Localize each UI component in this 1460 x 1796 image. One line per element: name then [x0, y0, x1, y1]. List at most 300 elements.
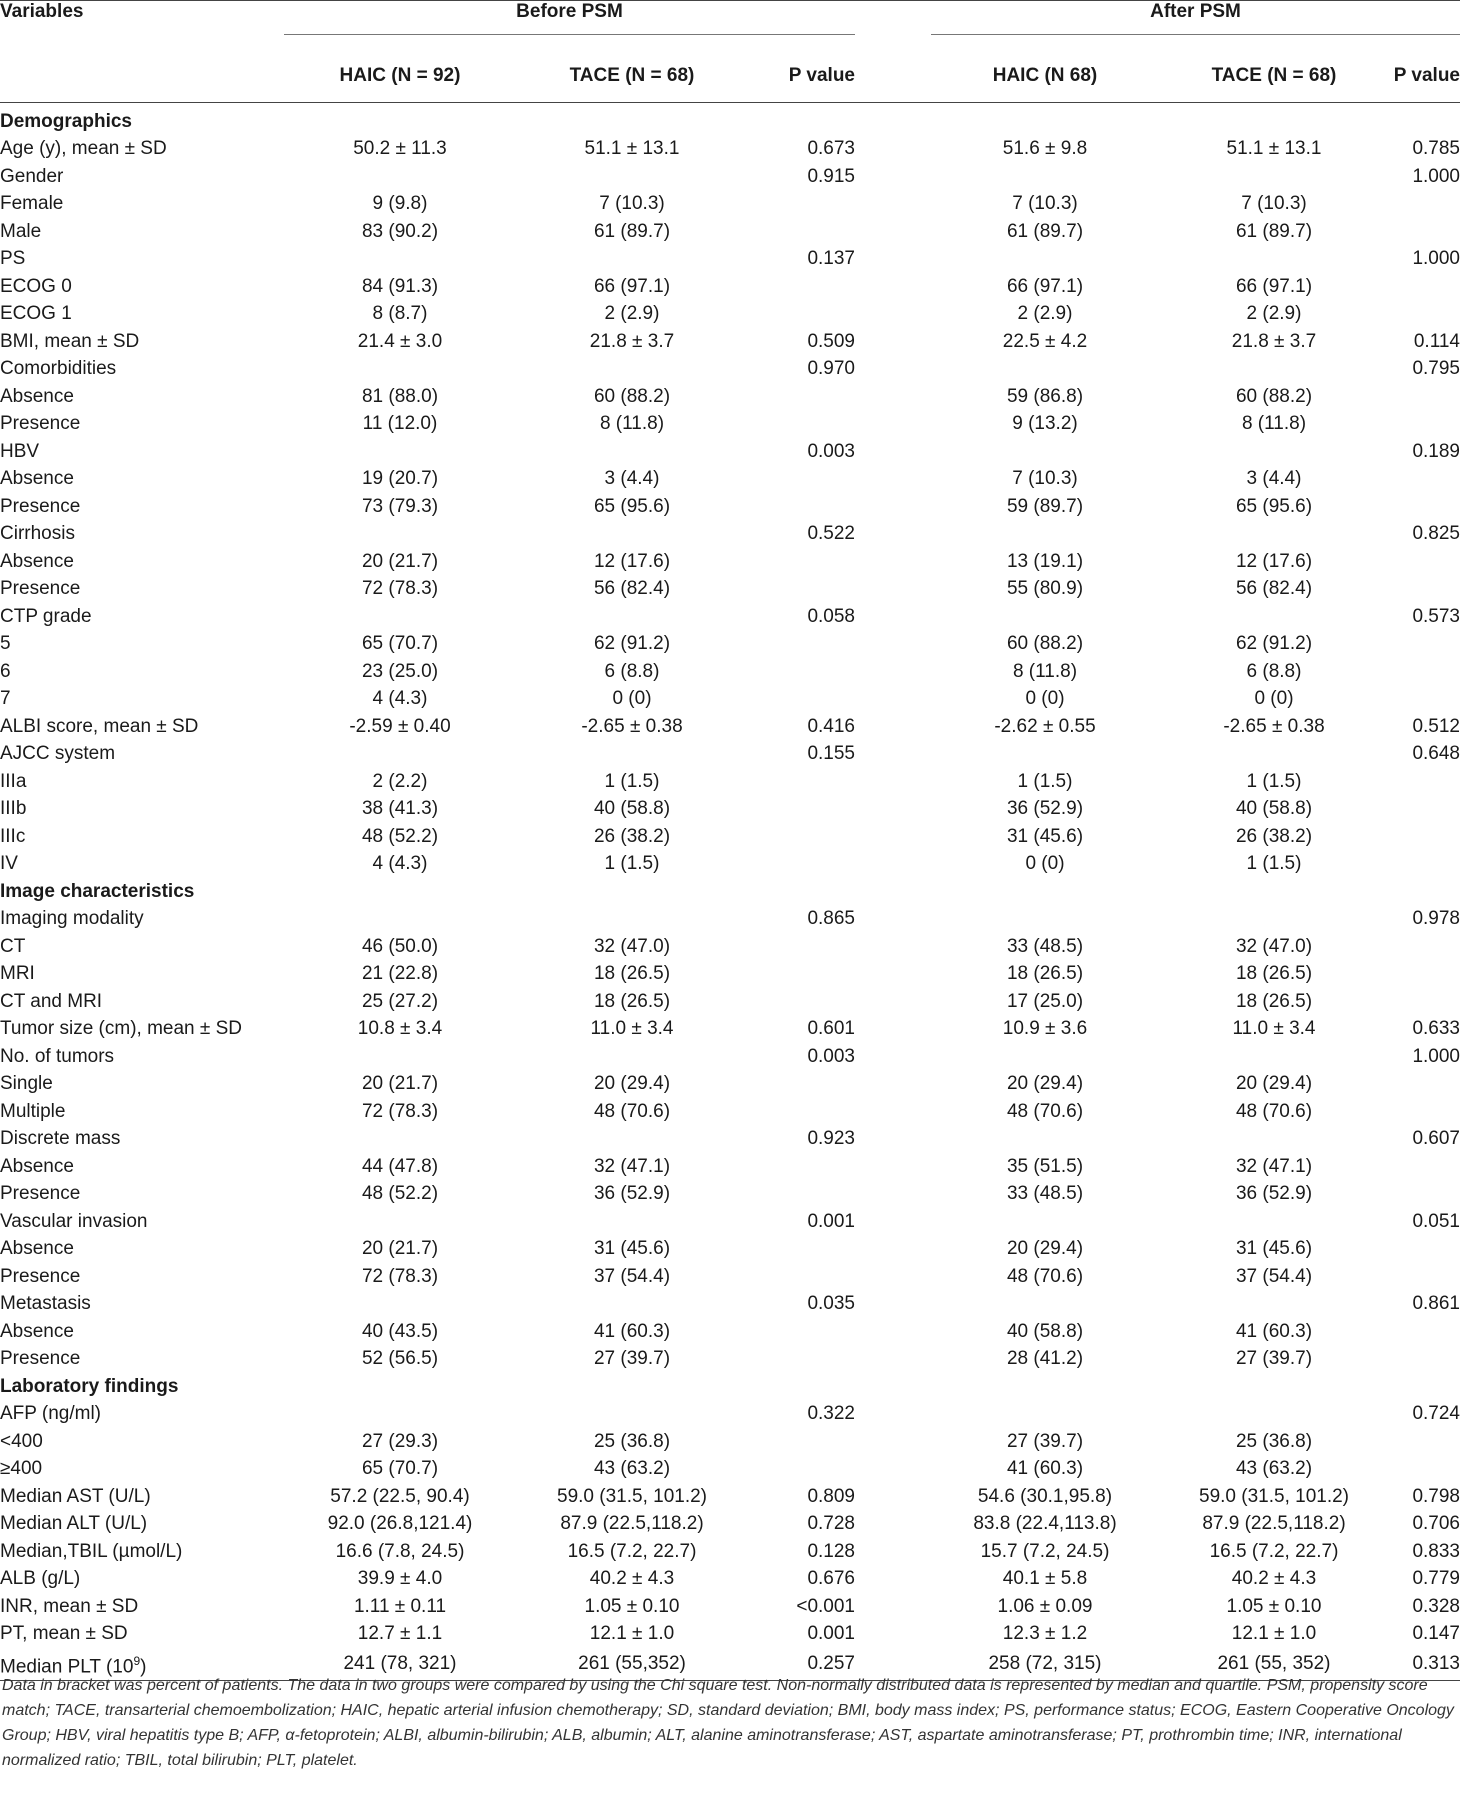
cell-p-after — [1389, 1345, 1460, 1373]
cell-haic-before: 4 (4.3) — [372, 688, 428, 709]
cell-haic-after: 83.8 (22.4,113.8) — [973, 1513, 1117, 1534]
cell-p-after: 0.825 — [1412, 523, 1460, 544]
cell-tace-before — [516, 603, 748, 631]
cell-tace-after — [1159, 520, 1389, 548]
cell-p-before: 0.970 — [807, 358, 855, 379]
cell-haic-after: 35 (51.5) — [1006, 1155, 1084, 1177]
row-label: Comorbidities — [0, 358, 117, 379]
cell-tace-before: 31 (45.6) — [593, 1238, 671, 1259]
cell-p-after: 1.000 — [1412, 248, 1460, 269]
cell-tace-after: 40.2 ± 4.3 — [1231, 1568, 1317, 1589]
cell-p-before: 0.155 — [807, 743, 855, 764]
row-label: Absence — [0, 1238, 74, 1259]
cell-p-before: 0.322 — [807, 1403, 855, 1424]
table-row — [0, 1070, 1460, 1098]
table-row — [0, 1428, 1460, 1456]
table-row — [0, 768, 1460, 796]
table-row — [0, 410, 1460, 438]
cell-haic-before — [284, 355, 516, 383]
cell-tace-before: 27 (39.7) — [593, 1348, 671, 1369]
row-label: AJCC system — [0, 743, 116, 764]
row-label: 6 — [0, 660, 11, 682]
cell-haic-after — [931, 438, 1159, 466]
cell-tace-after: 20 (29.4) — [1235, 1073, 1313, 1094]
gap-cell — [855, 383, 931, 411]
cell-tace-after — [1159, 740, 1389, 768]
cell-haic-before: 8 (8.7) — [372, 303, 428, 324]
cell-haic-before: 11 (12.0) — [362, 413, 438, 434]
cell-p-after — [1389, 630, 1460, 658]
gap-cell — [855, 1318, 931, 1346]
table-row — [0, 685, 1460, 713]
gap-cell — [855, 685, 931, 713]
cell-haic-before: 16.6 (7.8, 24.5) — [335, 1540, 465, 1562]
cell-haic-before: 40 (43.5) — [361, 1320, 439, 1342]
row-label: ALB (g/L) — [0, 1568, 81, 1589]
row-label: Presence — [0, 495, 81, 517]
cell-p-after: 0.833 — [1412, 1540, 1460, 1562]
cell-tace-before — [516, 438, 748, 466]
gap-cell — [855, 1345, 931, 1373]
cell-p-before: 0.137 — [807, 248, 855, 269]
gap-cell — [855, 1510, 931, 1538]
cell-p-before — [748, 630, 855, 658]
table-row — [0, 520, 1460, 548]
cell-p-after — [1389, 768, 1460, 796]
cell-p-before — [748, 933, 855, 961]
cell-tace-after: 87.9 (22.5,118.2) — [1202, 1513, 1346, 1534]
cell-tace-after: -2.65 ± 0.38 — [1223, 715, 1325, 737]
cell-tace-after: 18 (26.5) — [1235, 963, 1313, 984]
cell-p-before: 0.003 — [807, 1045, 855, 1067]
cell-p-after — [1389, 795, 1460, 823]
cell-haic-before: 9 (9.8) — [372, 193, 428, 214]
cell-p-before: <0.001 — [796, 1595, 855, 1617]
cell-p-before — [748, 465, 855, 493]
row-label: Imaging modality — [0, 908, 144, 929]
cell-haic-before: 25 (27.2) — [361, 990, 439, 1012]
cell-haic-after: 9 (13.2) — [1012, 413, 1078, 434]
cell-haic-after: 20 (29.4) — [1006, 1238, 1084, 1259]
table-row — [0, 1043, 1460, 1071]
cell-tace-after: 60 (88.2) — [1235, 385, 1313, 407]
cell-p-before: 0.035 — [807, 1293, 855, 1314]
cell-tace-before: 20 (29.4) — [593, 1073, 671, 1094]
cell-p-before: 0.673 — [807, 138, 855, 159]
table-row — [0, 575, 1460, 603]
cell-haic-before: 57.2 (22.5, 90.4) — [330, 1485, 470, 1507]
gap-cell — [855, 355, 931, 383]
gap-cell — [855, 603, 931, 631]
cell-tace-before: 87.9 (22.5,118.2) — [560, 1513, 704, 1534]
cell-tace-after: 7 (10.3) — [1241, 193, 1307, 214]
cell-tace-after: 16.5 (7.2, 22.7) — [1209, 1540, 1339, 1562]
row-label: IIIb — [0, 798, 27, 819]
cell-tace-after — [1159, 603, 1389, 631]
gap-cell — [855, 1208, 931, 1236]
cell-tace-after: 62 (91.2) — [1235, 633, 1313, 654]
table-row — [0, 1208, 1460, 1236]
cell-p-after: 0.798 — [1412, 1485, 1460, 1507]
row-label: Absence — [0, 468, 74, 489]
cell-p-before — [748, 1153, 855, 1181]
cell-haic-before — [284, 438, 516, 466]
gap-cell — [855, 1043, 931, 1071]
row-label-superscript: 9 — [133, 1653, 141, 1668]
row-label: Female — [0, 193, 64, 214]
gap-cell — [855, 795, 931, 823]
cell-haic-after — [931, 163, 1159, 191]
cell-p-after: 0.313 — [1389, 1648, 1460, 1681]
gap-cell — [855, 1180, 931, 1208]
cell-p-before: 0.257 — [748, 1648, 855, 1681]
cell-haic-before: 50.2 ± 11.3 — [353, 138, 447, 159]
cell-haic-before: 92.0 (26.8,121.4) — [327, 1513, 473, 1534]
cell-p-before — [748, 685, 855, 713]
cell-p-before — [748, 1428, 855, 1456]
gap-cell — [855, 1593, 931, 1621]
cell-haic-before: 73 (79.3) — [361, 495, 439, 517]
cell-p-after — [1389, 1235, 1460, 1263]
row-label: Discrete mass — [0, 1128, 121, 1149]
table-row — [0, 438, 1460, 466]
table-row — [0, 1290, 1460, 1318]
cell-tace-after: 31 (45.6) — [1235, 1238, 1313, 1259]
table-row — [0, 190, 1460, 218]
cell-tace-after — [1159, 905, 1389, 933]
cell-haic-after: 22.5 ± 4.2 — [1002, 330, 1088, 352]
cell-haic-after: -2.62 ± 0.55 — [994, 715, 1096, 737]
cell-haic-after: 33 (48.5) — [1006, 1183, 1084, 1204]
cell-tace-before — [516, 1208, 748, 1236]
before-psm-label: Before PSM — [284, 1, 855, 39]
gap-cell — [855, 163, 931, 191]
table-body — [0, 1, 1460, 1681]
cell-tace-before: 18 (26.5) — [593, 990, 671, 1012]
cell-tace-before — [516, 245, 748, 273]
cell-haic-before: 84 (91.3) — [361, 275, 439, 297]
table-row — [0, 1345, 1460, 1373]
cell-haic-after: 36 (52.9) — [1006, 798, 1084, 819]
section-heading: Image characteristics — [0, 880, 195, 902]
table-row — [0, 1400, 1460, 1428]
cell-haic-before — [284, 603, 516, 631]
cell-tace-before: 60 (88.2) — [593, 385, 671, 407]
gap-cell — [855, 410, 931, 438]
cell-tace-before: 66 (97.1) — [593, 275, 671, 297]
gap-cell — [855, 960, 931, 988]
cell-p-after — [1389, 548, 1460, 576]
cell-haic-after — [931, 1125, 1159, 1153]
table-row — [0, 1180, 1460, 1208]
cell-p-after: 0.607 — [1412, 1128, 1460, 1149]
cell-p-after — [1389, 1318, 1460, 1346]
cell-p-before: 0.865 — [807, 908, 855, 929]
row-label: Median AST (U/L) — [0, 1485, 151, 1507]
gap-cell — [855, 1263, 931, 1291]
cell-haic-before: 46 (50.0) — [361, 935, 439, 957]
cell-haic-after: 1.06 ± 0.09 — [997, 1595, 1093, 1617]
cell-haic-before: 4 (4.3) — [372, 853, 428, 874]
gap-cell — [855, 245, 931, 273]
cell-p-after: 0.706 — [1412, 1513, 1460, 1534]
cell-tace-after: 59.0 (31.5, 101.2) — [1199, 1485, 1349, 1507]
cell-tace-before: 2 (2.9) — [604, 303, 660, 324]
cell-p-before — [748, 988, 855, 1016]
cell-p-after — [1389, 273, 1460, 301]
row-label-text: Median PLT (10 — [0, 1655, 134, 1677]
cell-tace-before: 37 (54.4) — [593, 1265, 671, 1287]
cell-haic-before: 20 (21.7) — [361, 1238, 439, 1259]
section-row — [0, 878, 1460, 906]
cell-tace-after — [1159, 1208, 1389, 1236]
cell-haic-before: 1.11 ± 0.11 — [353, 1595, 447, 1617]
gap-cell — [855, 1290, 931, 1318]
table-row — [0, 713, 1460, 741]
variables-header: Variables — [0, 1, 284, 51]
cell-haic-before: 52 (56.5) — [361, 1348, 439, 1369]
cell-haic-after — [931, 603, 1159, 631]
row-label: Cirrhosis — [0, 523, 75, 544]
table-row — [0, 850, 1460, 878]
row-label: IIIa — [0, 770, 27, 792]
cell-haic-after: 48 (70.6) — [1006, 1100, 1084, 1122]
row-label: Metastasis — [0, 1293, 91, 1314]
gap-cell — [855, 1483, 931, 1511]
cell-haic-after: 27 (39.7) — [1006, 1430, 1084, 1452]
cell-tace-before: 41 (60.3) — [593, 1320, 671, 1342]
row-label: <400 — [0, 1430, 43, 1452]
table-row — [0, 1125, 1460, 1153]
cell-haic-after: 66 (97.1) — [1006, 275, 1084, 297]
cell-tace-after: 37 (54.4) — [1235, 1265, 1313, 1287]
cell-tace-before: 1 (1.5) — [604, 853, 660, 874]
table-footnote: Data in bracket was percent of patients. The data in two groups were compared by using the Chi square test. Non-normally distributed data is represented by median and quartile. PSM, propensity score match; TACE, transarterial chemoembolization; HAIC, hepatic arterial infusion chemotherapy; SD, standard deviation; BMI, body mass index; PS, performance status; ECOG, Eastern Cooperative Oncology Group; HBV, viral hepatitis type B; AFP, α-fetoprotein; ALBI, albumin-bilirubin; ALB, albumin; ALT, alanine aminotransferase; AST, aspartate aminotransferase; PT, prothrombin time; INR, international normalized ratio; TBIL, total bilirubin; PLT, platelet. — [2, 1677, 1454, 1769]
col-header-tace-before: TACE (N = 68) — [516, 51, 748, 103]
cell-tace-before — [516, 520, 748, 548]
cell-tace-before: 18 (26.5) — [593, 963, 671, 984]
gap-cell — [855, 520, 931, 548]
gap-cell — [855, 465, 931, 493]
cell-haic-after: 0 (0) — [1025, 853, 1065, 874]
cell-haic-before: -2.59 ± 0.40 — [349, 715, 451, 737]
cell-tace-before: 61 (89.7) — [593, 220, 671, 242]
row-label: Presence — [0, 1183, 81, 1204]
cell-haic-after: 51.6 ± 9.8 — [1002, 138, 1088, 159]
cell-haic-after: 2 (2.9) — [1017, 303, 1073, 324]
cell-p-before — [748, 1263, 855, 1291]
cell-tace-after: 41 (60.3) — [1235, 1320, 1313, 1342]
cell-p-after: 0.648 — [1412, 743, 1460, 764]
cell-haic-before: 44 (47.8) — [361, 1155, 439, 1177]
row-label: Median,TBIL (µmol/L) — [0, 1540, 183, 1562]
cell-haic-before — [284, 163, 516, 191]
cell-p-after: 1.000 — [1412, 165, 1460, 187]
cell-tace-after — [1159, 438, 1389, 466]
cell-haic-after — [931, 355, 1159, 383]
cell-tace-before — [516, 1125, 748, 1153]
col-header-tace-after: TACE (N = 68) — [1159, 51, 1389, 103]
cell-tace-after: 1 (1.5) — [1246, 853, 1302, 874]
cell-tace-after: 25 (36.8) — [1235, 1430, 1313, 1452]
gap-cell — [855, 1235, 931, 1263]
cell-p-before: 0.601 — [807, 1018, 855, 1039]
cell-haic-before — [284, 905, 516, 933]
cell-tace-before: 3 (4.4) — [604, 468, 660, 489]
table-row — [0, 823, 1460, 851]
gap-cell — [855, 218, 931, 246]
table-row — [0, 1153, 1460, 1181]
cell-tace-after: 36 (52.9) — [1235, 1183, 1313, 1204]
row-label: PT, mean ± SD — [0, 1623, 128, 1644]
table-row — [0, 740, 1460, 768]
section-heading: Laboratory findings — [0, 1375, 179, 1397]
cell-tace-after: 11.0 ± 3.4 — [1232, 1018, 1316, 1039]
cell-tace-before — [516, 355, 748, 383]
cell-p-before — [748, 1345, 855, 1373]
gap-cell — [855, 905, 931, 933]
cell-tace-after: 0 (0) — [1254, 688, 1294, 709]
gap-cell — [855, 933, 931, 961]
cell-p-before — [748, 190, 855, 218]
row-label: Absence — [0, 550, 74, 572]
cell-tace-after: 56 (82.4) — [1235, 578, 1313, 599]
cell-p-before — [748, 1098, 855, 1126]
table-row — [0, 300, 1460, 328]
cell-tace-before: 62 (91.2) — [593, 633, 671, 654]
row-label: ALBI score, mean ± SD — [0, 715, 199, 737]
row-label: Age (y), mean ± SD — [0, 138, 167, 159]
cell-p-before — [748, 1180, 855, 1208]
header-row-columns — [0, 51, 1460, 103]
cell-tace-after: 61 (89.7) — [1235, 220, 1313, 242]
row-label: MRI — [0, 963, 35, 984]
cell-haic-after: 15.7 (7.2, 24.5) — [980, 1540, 1110, 1562]
cell-tace-before — [516, 905, 748, 933]
cell-haic-before: 23 (25.0) — [361, 660, 439, 682]
row-label: 5 — [0, 633, 11, 654]
cell-tace-after: 261 (55, 352) — [1159, 1648, 1389, 1681]
cell-haic-after: 12.3 ± 1.2 — [1002, 1623, 1088, 1644]
gap-cell — [855, 1538, 931, 1566]
table-row — [0, 1510, 1460, 1538]
cell-p-after: 0.785 — [1412, 138, 1460, 159]
cell-tace-before: 40 (58.8) — [593, 798, 671, 819]
section-row — [0, 1373, 1460, 1401]
cell-tace-after: 12 (17.6) — [1235, 550, 1313, 572]
cell-p-before — [748, 548, 855, 576]
cell-haic-before: 2 (2.2) — [372, 770, 428, 792]
row-label: 7 — [0, 688, 11, 709]
cell-haic-after: 7 (10.3) — [1012, 468, 1078, 489]
table-row — [0, 603, 1460, 631]
cell-p-before: 0.001 — [807, 1623, 855, 1644]
row-label: IV — [0, 853, 18, 874]
cell-haic-after: 48 (70.6) — [1006, 1265, 1084, 1287]
cell-haic-before: 27 (29.3) — [361, 1430, 439, 1452]
cell-tace-before: 32 (47.0) — [593, 935, 671, 957]
gap-cell — [855, 1125, 931, 1153]
gap-cell — [855, 768, 931, 796]
row-label: ECOG 0 — [0, 275, 72, 297]
table-row — [0, 795, 1460, 823]
section-filler — [284, 878, 1460, 906]
gap-cell — [855, 850, 931, 878]
cell-p-before — [748, 1455, 855, 1483]
cell-tace-before: 7 (10.3) — [599, 193, 665, 214]
before-psm-header — [284, 1, 855, 51]
cell-haic-after: 8 (11.8) — [1012, 660, 1078, 682]
gap-cell — [855, 575, 931, 603]
cell-haic-before: 21 (22.8) — [361, 963, 439, 984]
row-label: Presence — [0, 1265, 81, 1287]
cell-p-after — [1389, 685, 1460, 713]
cell-p-after: 0.861 — [1412, 1293, 1460, 1314]
cell-p-after — [1389, 823, 1460, 851]
cell-haic-before: 19 (20.7) — [361, 468, 439, 489]
cell-haic-before — [284, 245, 516, 273]
table-row — [0, 1483, 1460, 1511]
cell-haic-after: 41 (60.3) — [1006, 1458, 1084, 1479]
cell-haic-after — [931, 740, 1159, 768]
cell-tace-after: 8 (11.8) — [1241, 413, 1307, 434]
section-heading: Demographics — [0, 110, 132, 132]
cell-p-after — [1389, 218, 1460, 246]
table-row — [0, 245, 1460, 273]
cell-haic-before: 81 (88.0) — [361, 385, 439, 407]
gap-cell — [855, 1098, 931, 1126]
cell-tace-before: 36 (52.9) — [593, 1183, 671, 1204]
cell-tace-before: 1.05 ± 0.10 — [584, 1595, 680, 1617]
table-row — [0, 493, 1460, 521]
gap-cell — [855, 630, 931, 658]
cell-p-before — [748, 823, 855, 851]
table-row — [0, 1455, 1460, 1483]
cell-tace-after: 1.05 ± 0.10 — [1226, 1595, 1322, 1617]
cell-p-before — [748, 383, 855, 411]
row-label: Median ALT (U/L) — [0, 1513, 148, 1534]
cell-p-before: 0.923 — [807, 1128, 855, 1149]
cell-p-before — [748, 960, 855, 988]
cell-haic-after: 59 (86.8) — [1006, 385, 1084, 407]
row-label: Absence — [0, 385, 74, 407]
cell-tace-before: 32 (47.1) — [593, 1155, 671, 1177]
cell-p-after: 0.573 — [1412, 605, 1460, 627]
cell-tace-after: 65 (95.6) — [1235, 495, 1313, 517]
cell-tace-after: 2 (2.9) — [1246, 303, 1302, 324]
cell-tace-before: 21.8 ± 3.7 — [589, 330, 675, 352]
cell-haic-before — [284, 1125, 516, 1153]
cell-p-before: 0.915 — [807, 165, 855, 187]
cell-haic-after: 40 (58.8) — [1006, 1320, 1084, 1342]
cell-haic-after — [931, 245, 1159, 273]
cell-tace-after — [1159, 1290, 1389, 1318]
cell-p-before: 0.809 — [807, 1485, 855, 1507]
cell-p-after — [1389, 465, 1460, 493]
cell-p-after — [1389, 1263, 1460, 1291]
cell-p-after: 0.724 — [1412, 1403, 1460, 1424]
cell-tace-before: -2.65 ± 0.38 — [581, 715, 683, 737]
after-psm-header — [931, 1, 1460, 51]
row-label: No. of tumors — [0, 1045, 115, 1067]
cell-p-before: 0.416 — [807, 715, 855, 737]
cell-p-after — [1389, 850, 1460, 878]
cell-p-after: 0.051 — [1412, 1210, 1460, 1232]
gap-cell — [855, 273, 931, 301]
cell-p-after — [1389, 1455, 1460, 1483]
cell-tace-before: 51.1 ± 13.1 — [584, 138, 680, 159]
cell-p-before — [748, 300, 855, 328]
